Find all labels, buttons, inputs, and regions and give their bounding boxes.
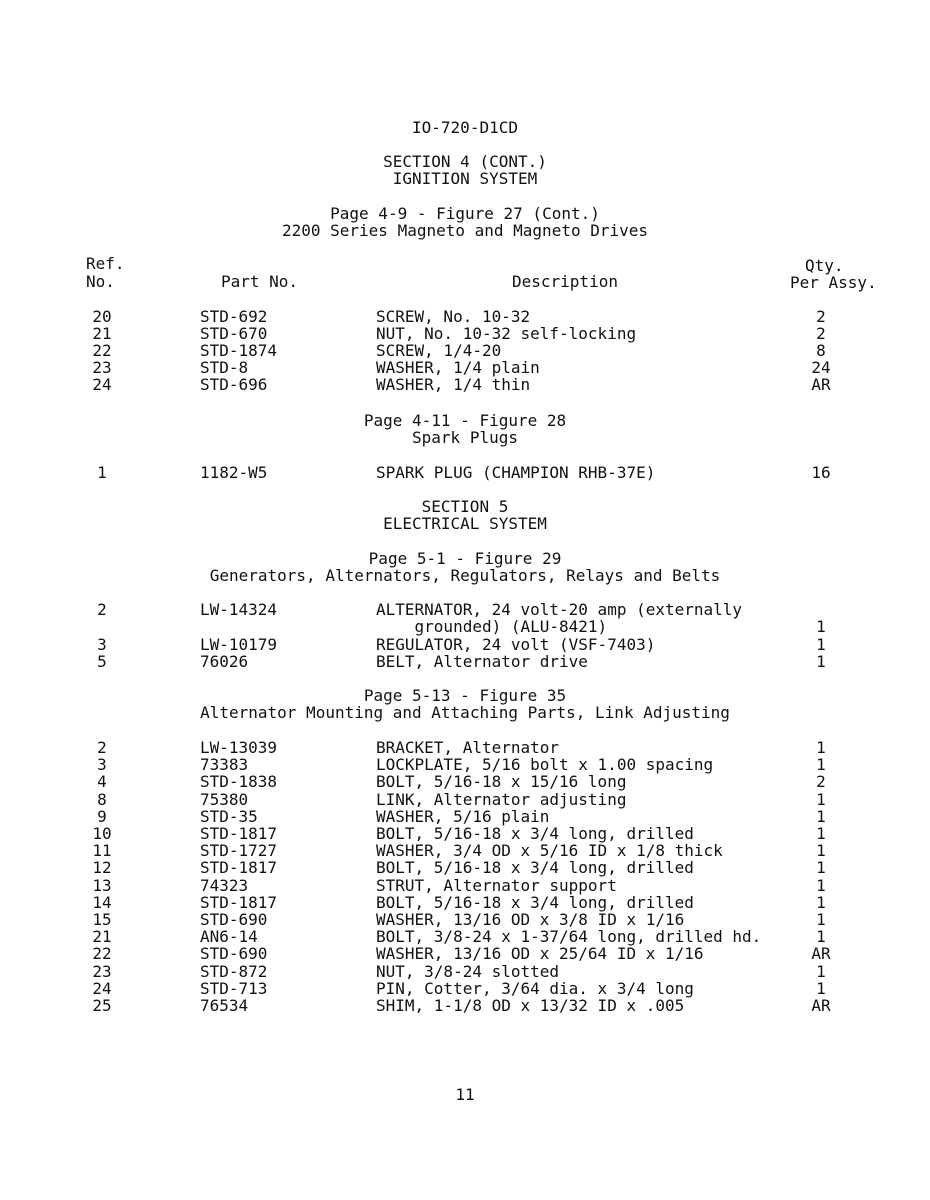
figure-35-title: Alternator Mounting and Attaching Parts, Link Adjusting — [200, 703, 730, 722]
table-row — [0, 739, 930, 756]
ref-no: 10 — [92, 824, 112, 843]
table-row — [0, 928, 930, 945]
ref-no: 25 — [92, 996, 112, 1015]
description: BELT, Alternator drive — [376, 652, 588, 671]
quantity: 1 — [816, 927, 826, 946]
quantity: 1 — [816, 841, 826, 860]
quantity: 16 — [811, 463, 831, 482]
ref-no: 5 — [97, 652, 107, 671]
quantity: 1 — [816, 617, 826, 636]
figure-28-title: Spark Plugs — [412, 428, 518, 447]
quantity: 1 — [816, 858, 826, 877]
header-description: Description — [512, 272, 618, 291]
table-row — [0, 963, 930, 980]
figure-27-title: 2200 Series Magneto and Magneto Drives — [281, 221, 649, 240]
part-no: STD-8 — [200, 358, 249, 377]
header-qty-line1: Qty. — [805, 256, 844, 275]
section-4-subtitle: IGNITION SYSTEM — [392, 169, 538, 188]
table-row — [0, 773, 930, 790]
description: SCREW, No. 10-32 — [376, 307, 531, 326]
part-no: 75380 — [200, 790, 249, 809]
part-no: STD-1817 — [200, 893, 278, 912]
part-no: STD-872 — [200, 962, 268, 981]
description: BOLT, 5/16-18 x 3/4 long, drilled — [376, 824, 694, 843]
part-no: STD-696 — [200, 375, 268, 394]
quantity: 2 — [816, 324, 826, 343]
ref-no: 15 — [92, 910, 112, 929]
ref-no: 14 — [92, 893, 112, 912]
part-no: STD-1838 — [200, 772, 278, 791]
section-5-subtitle: ELECTRICAL SYSTEM — [383, 514, 547, 533]
header-ref-line1: Ref. — [86, 254, 125, 273]
part-no: STD-35 — [200, 807, 258, 826]
table-row — [0, 894, 930, 911]
ref-no: 23 — [92, 358, 112, 377]
quantity: 2 — [816, 772, 826, 791]
quantity: 24 — [811, 358, 831, 377]
quantity: 1 — [816, 893, 826, 912]
figure-28-page-ref: Page 4-11 - Figure 28 — [363, 411, 567, 430]
ref-no: 24 — [92, 375, 112, 394]
header-part-no: Part No. — [221, 272, 299, 291]
description: SPARK PLUG (CHAMPION RHB-37E) — [376, 463, 656, 482]
table-row — [0, 808, 930, 825]
part-no: AN6-14 — [200, 927, 258, 946]
table-row — [0, 859, 930, 876]
part-no: LW-14324 — [200, 600, 278, 619]
table-row — [0, 636, 930, 653]
part-no: STD-1874 — [200, 341, 278, 360]
ref-no: 2 — [97, 738, 107, 757]
description: PIN, Cotter, 3/64 dia. x 3/4 long — [376, 979, 694, 998]
description: STRUT, Alternator support — [376, 876, 617, 895]
description: WASHER, 1/4 plain — [376, 358, 540, 377]
description: WASHER, 13/16 OD x 25/64 ID x 1/16 — [376, 944, 704, 963]
table-row — [0, 308, 930, 325]
description: NUT, 3/8-24 slotted — [376, 962, 560, 981]
part-no: LW-10179 — [200, 635, 278, 654]
table-row — [0, 359, 930, 376]
quantity: 1 — [816, 652, 826, 671]
table-row — [0, 877, 930, 894]
quantity: 1 — [816, 876, 826, 895]
ref-no: 4 — [97, 772, 107, 791]
part-no: 76534 — [200, 996, 249, 1015]
description: SCREW, 1/4-20 — [376, 341, 502, 360]
ref-no: 21 — [92, 324, 112, 343]
part-no: STD-1817 — [200, 858, 278, 877]
description: REGULATOR, 24 volt (VSF-7403) — [376, 635, 656, 654]
description: BOLT, 5/16-18 x 3/4 long, drilled — [376, 893, 694, 912]
section-5-title: SECTION 5 — [421, 497, 509, 516]
ref-no: 11 — [92, 841, 112, 860]
table-row — [0, 911, 930, 928]
header-qty-line2: Per Assy. — [790, 273, 877, 292]
description: WASHER, 13/16 OD x 3/8 ID x 1/16 — [376, 910, 685, 929]
table-row — [0, 325, 930, 342]
figure-27-page-ref: Page 4-9 - Figure 27 (Cont.) — [330, 204, 600, 223]
description-continued: grounded) (ALU-8421) — [376, 617, 608, 636]
part-no: STD-1727 — [200, 841, 278, 860]
description: BOLT, 5/16-18 x 3/4 long, drilled — [376, 858, 694, 877]
ref-no: 22 — [92, 944, 112, 963]
part-no: 73383 — [200, 755, 249, 774]
description: NUT, No. 10-32 self-locking — [376, 324, 637, 343]
table-row-continuation — [0, 618, 930, 635]
part-no: STD-1817 — [200, 824, 278, 843]
section-4-title: SECTION 4 (CONT.) — [383, 152, 547, 171]
table-row — [0, 342, 930, 359]
part-no: 74323 — [200, 876, 249, 895]
description: LOCKPLATE, 5/16 bolt x 1.00 spacing — [376, 755, 714, 774]
quantity: 1 — [816, 910, 826, 929]
figure-29-title: Generators, Alternators, Regulators, Relays and Belts — [209, 566, 721, 585]
ref-no: 8 — [97, 790, 107, 809]
part-no: STD-690 — [200, 910, 268, 929]
part-no: STD-670 — [200, 324, 268, 343]
part-no: STD-713 — [200, 979, 268, 998]
ref-no: 13 — [92, 876, 112, 895]
ref-no: 1 — [97, 463, 107, 482]
ref-no: 20 — [92, 307, 112, 326]
table-row — [0, 997, 930, 1014]
table-row — [0, 980, 930, 997]
ref-no: 2 — [97, 600, 107, 619]
quantity: 2 — [816, 307, 826, 326]
table-row — [0, 601, 930, 618]
description: ALTERNATOR, 24 volt-20 amp (externally — [376, 600, 743, 619]
part-no: STD-692 — [200, 307, 268, 326]
figure-35-page-ref: Page 5-13 - Figure 35 — [363, 686, 567, 705]
header-ref-line2: No. — [86, 272, 115, 291]
quantity: 1 — [816, 738, 826, 757]
table-row — [0, 653, 930, 670]
quantity: 1 — [816, 755, 826, 774]
quantity: 1 — [816, 790, 826, 809]
quantity: 1 — [816, 979, 826, 998]
ref-no: 12 — [92, 858, 112, 877]
quantity: 1 — [816, 807, 826, 826]
document-id: IO-720-D1CD — [412, 118, 518, 137]
ref-no: 23 — [92, 962, 112, 981]
description: SHIM, 1-1/8 OD x 13/32 ID x .005 — [376, 996, 685, 1015]
table-row — [0, 825, 930, 842]
quantity: 1 — [816, 824, 826, 843]
table-row — [0, 756, 930, 773]
quantity: 1 — [816, 962, 826, 981]
ref-no: 22 — [92, 341, 112, 360]
ref-no: 9 — [97, 807, 107, 826]
quantity: AR — [811, 996, 831, 1015]
description: BOLT, 3/8-24 x 1-37/64 long, drilled hd. — [376, 927, 762, 946]
figure-29-page-ref: Page 5-1 - Figure 29 — [368, 549, 562, 568]
part-no: LW-13039 — [200, 738, 278, 757]
table-row — [0, 945, 930, 962]
description: LINK, Alternator adjusting — [376, 790, 627, 809]
ref-no: 21 — [92, 927, 112, 946]
table-row — [0, 464, 930, 481]
part-no: 76026 — [200, 652, 249, 671]
part-no: 1182-W5 — [200, 463, 268, 482]
page-number: 11 — [455, 1085, 475, 1104]
quantity: 1 — [816, 635, 826, 654]
table-row — [0, 791, 930, 808]
table-row — [0, 842, 930, 859]
ref-no: 3 — [97, 635, 107, 654]
description: WASHER, 1/4 thin — [376, 375, 531, 394]
ref-no: 3 — [97, 755, 107, 774]
part-no: STD-690 — [200, 944, 268, 963]
quantity: 8 — [816, 341, 826, 360]
ref-no: 24 — [92, 979, 112, 998]
quantity: AR — [811, 375, 831, 394]
description: WASHER, 3/4 OD x 5/16 ID x 1/8 thick — [376, 841, 723, 860]
description: BRACKET, Alternator — [376, 738, 560, 757]
quantity: AR — [811, 944, 831, 963]
table-row — [0, 376, 930, 393]
description: WASHER, 5/16 plain — [376, 807, 550, 826]
description: BOLT, 5/16-18 x 15/16 long — [376, 772, 627, 791]
